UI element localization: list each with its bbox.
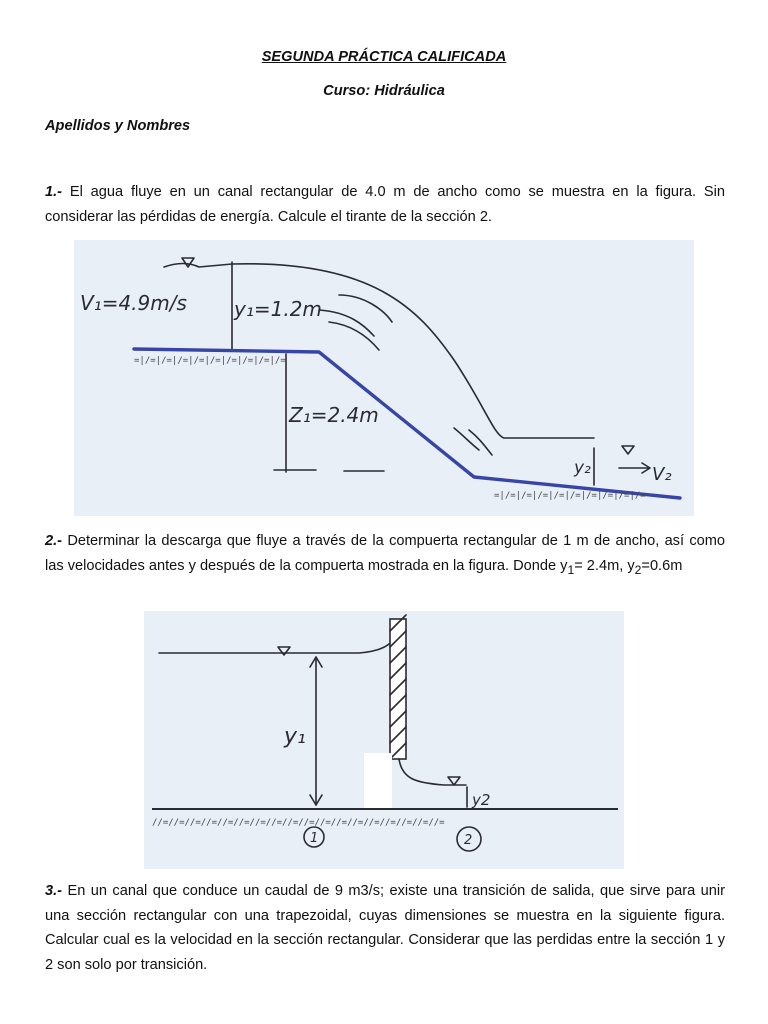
problem-1-text: El agua fluye en un canal rectangular de 4.0 m de ancho como se muestra en la figura. Sin considerar las pérdidas de energía. Calcule el tirante de la sección 2. <box>45 184 725 225</box>
flow-streamline-2 <box>329 322 379 350</box>
figure-2-drawing <box>144 611 624 869</box>
upstream-water-surface <box>159 641 392 653</box>
section-2-label: 2 <box>464 833 473 848</box>
flow-streamline-1 <box>319 310 374 336</box>
flow-streamline-3 <box>339 295 392 322</box>
bed-hatch-downstream: =|/=|/=|/=|/=|/=|/=|/=|/=|/= <box>494 491 646 501</box>
problem-3-number: 3.- <box>45 883 63 899</box>
water-level-marker-1 <box>182 258 194 267</box>
problem-2-text-b: = 2.4m, y <box>574 557 635 574</box>
problem-2-number: 2.- <box>45 533 63 549</box>
channel-bed <box>134 349 680 498</box>
gate-opening <box>364 753 392 809</box>
bed-hatch: //=//=//=//=//=//=//=//=//=//=//=//=//=//=//=//=//=//= <box>152 818 445 828</box>
problem-2-sub-1: 1 <box>567 562 575 577</box>
problem-1-number: 1.- <box>45 184 63 200</box>
water-level-marker-2 <box>448 777 460 785</box>
y1-label: y₁=1.2m <box>234 297 322 321</box>
problem-2-text-a: Determinar la descarga que fluye a través de la compuerta rectangular de 1 m de ancho, así como las velocidades antes y después de la compuerta mostrada en la figura. Donde y <box>45 533 726 574</box>
y2-label: y₂ <box>574 458 591 478</box>
z1-label: Z₁=2.4m <box>289 403 379 427</box>
figure-1-channel-drop <box>74 240 694 516</box>
y2-label: y2 <box>472 791 491 809</box>
flow-streamline-4 <box>454 428 479 450</box>
names-label: Apellidos y Nombres <box>45 118 191 134</box>
problem-1 <box>45 180 725 229</box>
page-title: SEGUNDA PRÁCTICA CALIFICADA <box>261 49 507 65</box>
problem-3 <box>45 879 725 977</box>
v2-label: V₂ <box>652 464 672 485</box>
problem-2-sub-2: 2 <box>634 562 642 577</box>
figure-1-drawing <box>74 240 694 516</box>
v1-label: V₁=4.9m/s <box>80 291 187 315</box>
section-1-label: 1 <box>310 831 319 846</box>
problem-3-text: En un canal que conduce un caudal de 9 m3/s; existe una transición de salida, que sirve para unir una sección rectangular con una trapezoidal, cuyas dimensiones se muestra en la siguiente figura. Calcular cual es la velocidad en la sección rectangular. Considerar que las perdidas entre la sección 1 y 2 son solo por transición. <box>45 883 725 973</box>
figure-2-sluice-gate <box>144 611 624 869</box>
flow-streamline-5 <box>469 430 492 455</box>
water-level-marker-2 <box>622 446 634 454</box>
y1-label: y₁ <box>284 724 306 749</box>
problem-2 <box>45 529 725 582</box>
course-label: Curso: Hidráulica <box>323 83 445 99</box>
v2-arrow <box>619 463 650 473</box>
bed-hatch-upstream: =|/=|/=|/=|/=|/=|/=|/=|/=|/= <box>134 356 286 366</box>
problem-2-text-c: =0.6m <box>641 557 683 574</box>
upstream-water-surface <box>164 264 232 268</box>
